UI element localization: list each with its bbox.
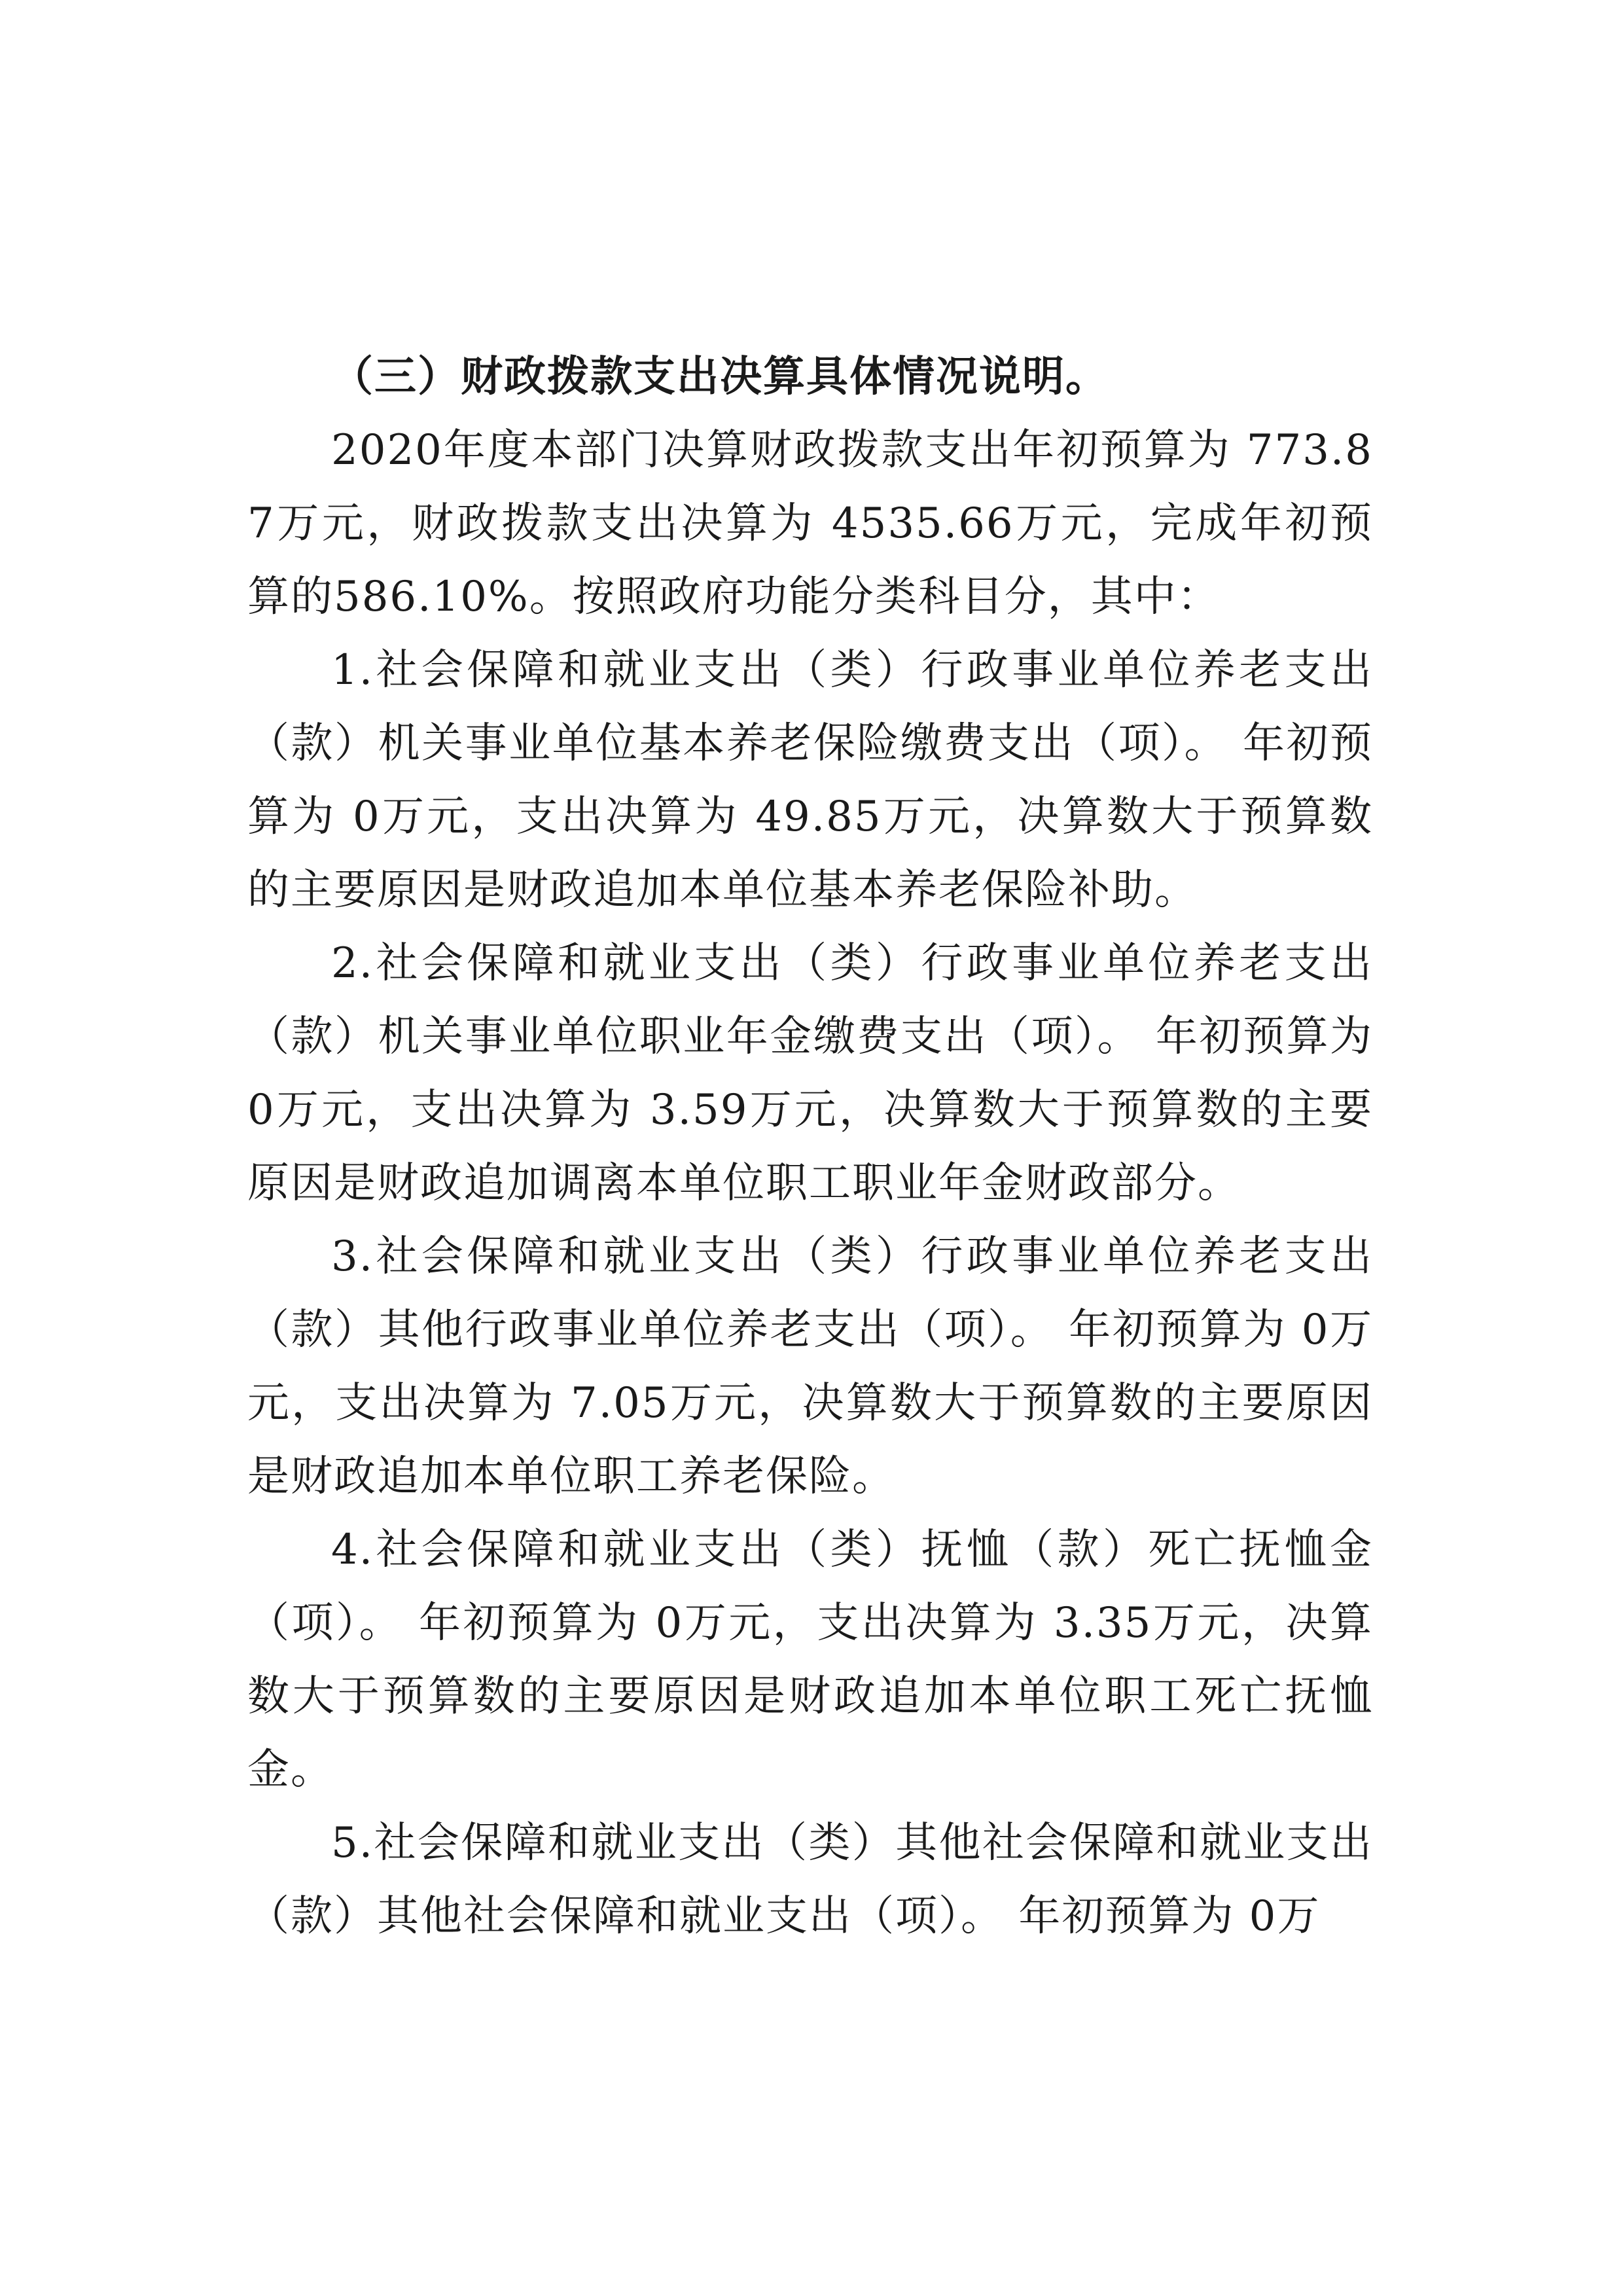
paragraph-item-3: 3.社会保障和就业支出（类）行政事业单位养老支出（款）其他行政事业单位养老支出（项）。 年初预算为 0万元，支出决算为 7.05万元，决算数大于预算数的主要原因是财政追加本单位职工养老保险。 <box>247 1232 1373 1501</box>
paragraph-summary: 2020年度本部门决算财政拨款支出年初预算为 773.87万元，财政拨款支出决算为 4535.66万元，完成年初预算的586.10%。按照政府功能分类科目分，其中： <box>247 426 1373 621</box>
paragraph-item-4: 4.社会保障和就业支出（类）抚恤（款）死亡抚恤金（项）。 年初预算为 0万元，支出决算为 3.35万元，决算数大于预算数的主要原因是财政追加本单位职工死亡抚恤金。 <box>247 1526 1373 1794</box>
paragraph-item-2: 2.社会保障和就业支出（类）行政事业单位养老支出（款）机关事业单位职业年金缴费支出（项）。 年初预算为 0万元，支出决算为 3.59万元，决算数大于预算数的主要原因是财政追加调离本单位职工职业年金财政部分。 <box>247 939 1373 1208</box>
paragraph-item-1: 1.社会保障和就业支出（类）行政事业单位养老支出（款）机关事业单位基本养老保险缴费支出（项）。 年初预算为 0万元，支出决算为 49.85万元，决算数大于预算数的主要原因是财政追加本单位基本养老保险补助。 <box>247 646 1373 914</box>
section-heading: （三）财政拨款支出决算具体情况说明。 <box>331 353 1109 401</box>
paragraph-item-5: 5.社会保障和就业支出（类）其他社会保障和就业支出（款）其他社会保障和就业支出（项）。 年初预算为 0万 <box>247 1819 1373 1941</box>
document-body <box>247 340 1373 1953</box>
